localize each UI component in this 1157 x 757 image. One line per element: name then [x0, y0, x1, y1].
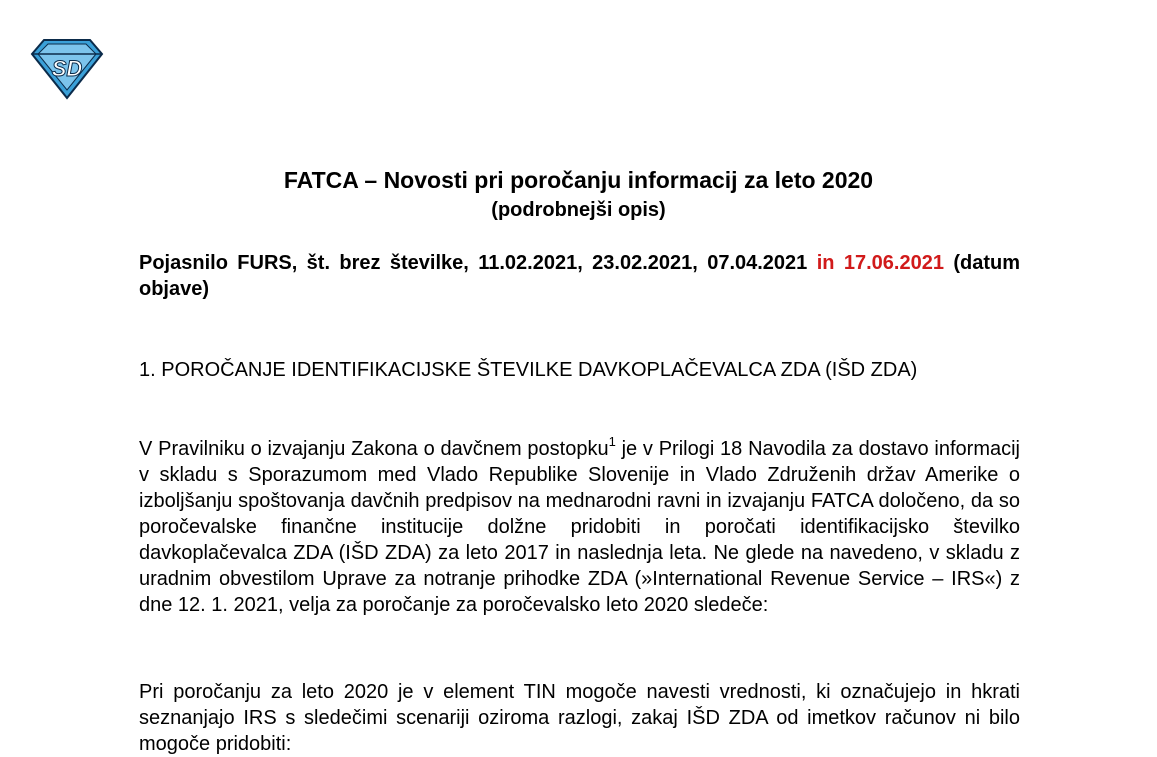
company-logo	[30, 38, 104, 100]
section-heading: 1. POROČANJE IDENTIFIKACIJSKE ŠTEVILKE DAVKOPLAČEVALCA ZDA (IŠD ZDA)	[139, 359, 918, 381]
diamond-logo-icon	[30, 38, 104, 100]
source-suffix: (datum objave)	[139, 252, 1020, 300]
source-reference	[139, 250, 1020, 302]
paragraph-1-rest: je v Prilogi 18 Navodila za dostavo informacij v skladu s Sporazumom med Vlado Republike Slovenije in Vlado Združenih držav Amerike o izboljšanju spoštovanja davčnih predpisov na mednarodni ravni in izvajanju FATCA določeno, da so poročevalske finančne institucije dolžne pridobiti in poročati identifikacijsko številko davkoplačevalca ZDA (IŠD ZDA) za leto 2017 in naslednja leta. Ne glede na navedeno, v skladu z uradnim obvestilom Uprave za notranje prihodke ZDA (»International Revenue Service – IRS«) z dne 12. 1. 2021, velja za poročanje za poročevalsko leto 2020 sledeče:	[139, 438, 1020, 616]
source-prefix: Pojasnilo FURS, št. brez številke, 11.02.2021, 23.02.2021, 07.04.2021	[139, 252, 817, 274]
paragraph-2: Pri poročanju za leto 2020 je v element TIN mogoče navesti vrednosti, ki označujejo in hkrati seznanjajo IRS s sledečimi scenariji oziroma razlogi, zakaj IŠD ZDA od imetkov računov ni bilo mogoče pridobiti:	[139, 681, 1020, 755]
logo-lettering: SD	[51, 56, 83, 81]
paragraph-1	[139, 436, 1020, 618]
footnote-reference[interactable]: 1	[608, 434, 616, 449]
paragraph-1-start: V Pravilniku o izvajanju Zakona o davčnem postopku	[139, 438, 609, 460]
document-subtitle: (podrobnejši opis)	[491, 199, 666, 221]
document-title: FATCA – Novosti pri poročanju informacij za leto 2020	[283, 167, 874, 193]
source-red-date: in 17.06.2021	[816, 252, 944, 274]
